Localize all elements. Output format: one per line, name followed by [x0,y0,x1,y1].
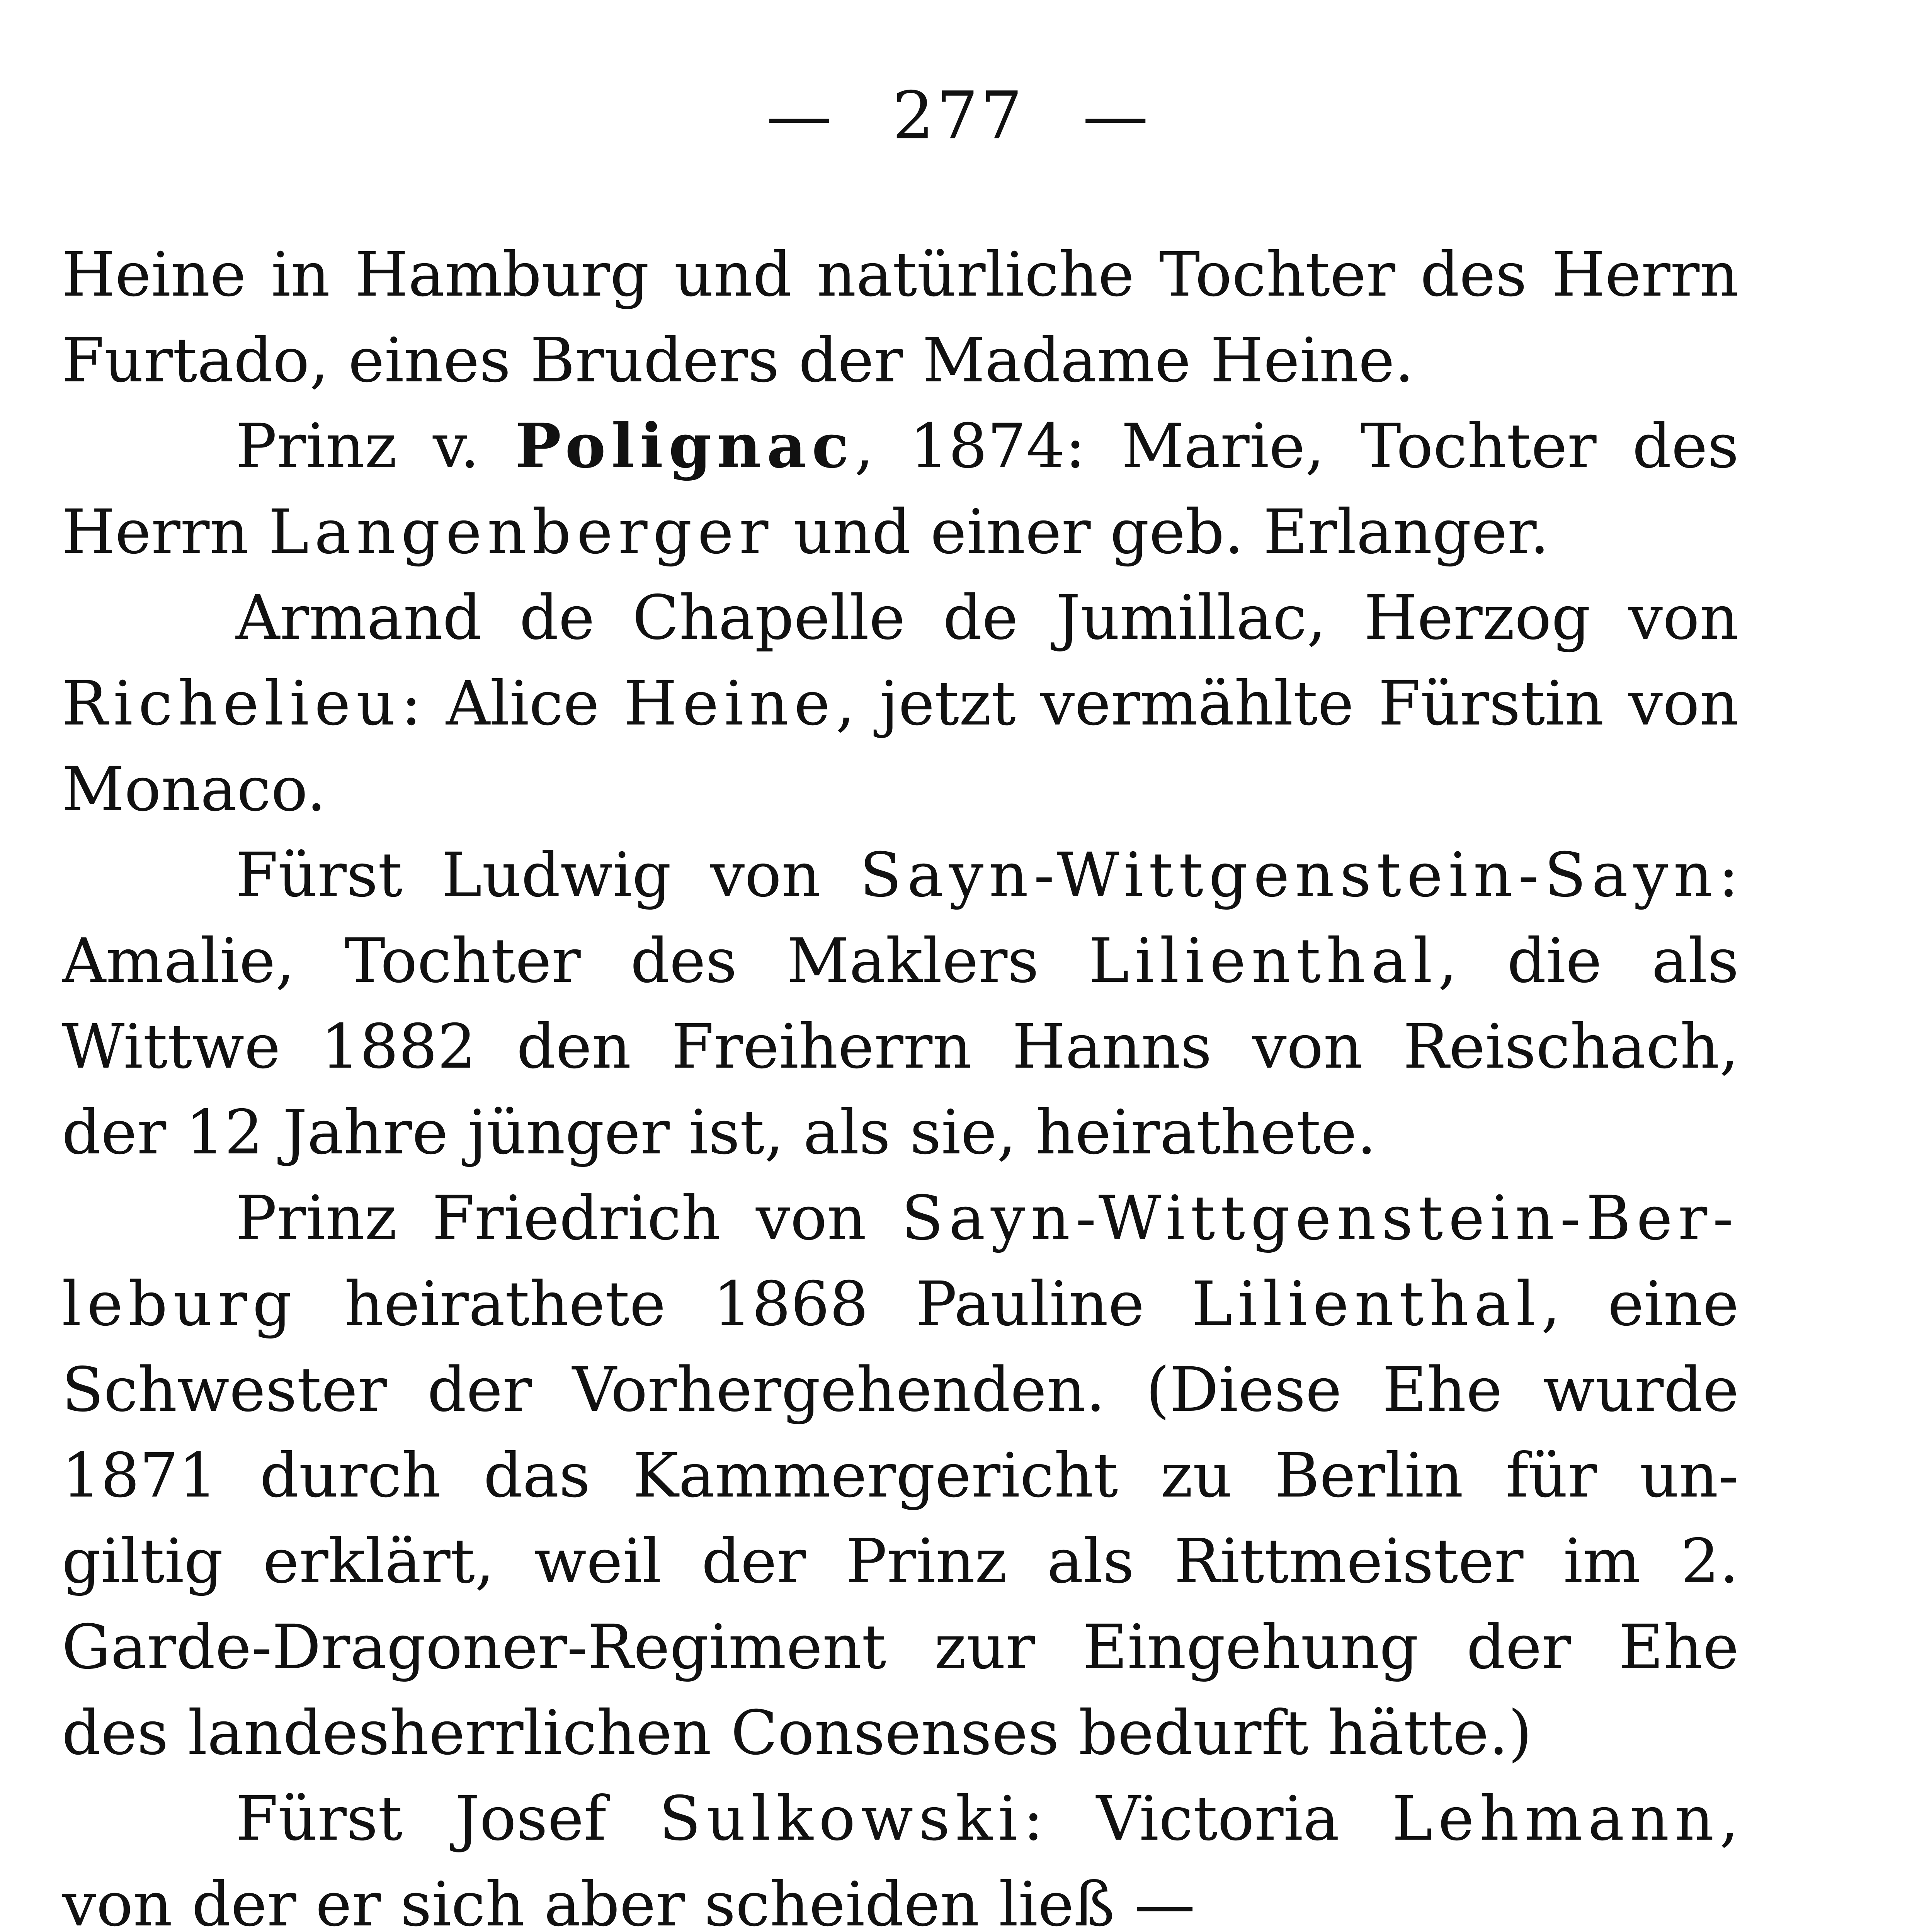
text-span: giltig erklärt, weil der Prinz als Rittmeister im 2. [62,1526,1739,1597]
text-line [62,1347,1739,1433]
text-line [62,318,1739,403]
spaced-name: Sayn-Wittgenstein-Sayn [859,840,1718,911]
text-line [62,1090,1739,1175]
spaced-name: Sayn-Wittgenstein-Ber- [902,1183,1739,1254]
text-line [62,1519,1739,1604]
text-span: Prinz Friedrich von [236,1183,902,1254]
body-text [62,232,1739,1932]
text-span: Schwester der Vorhergehenden. (Diese Ehe wurde [62,1354,1739,1425]
spaced-name: Lehmann [1392,1783,1720,1854]
spaced-name: Heine [624,668,836,739]
text-span: Herrn [62,497,269,568]
spaced-name: Lilienthal [1191,1269,1541,1340]
text-line [62,1690,1739,1776]
text-span: , 1874: Marie, Tochter des [854,411,1739,482]
spaced-name: Langenberger [268,497,774,568]
text-line [62,1261,1739,1347]
spaced-name: Richelieu [62,668,401,739]
text-span: Monaco. [62,754,326,825]
text-span: Armand de Chapelle de Jumillac, Herzog von [236,582,1739,653]
text-span: , [1719,1783,1739,1854]
text-line [62,1433,1739,1519]
header-dash-left: — [766,78,835,154]
text-span: , die als [1438,925,1739,997]
header-dash-right: — [1082,78,1151,154]
text-line [62,1776,1739,1862]
text-span: und einer geb. Erlanger. [774,497,1550,568]
spaced-name: Polignac [515,410,855,482]
text-line [62,1604,1739,1690]
text-span: 1871 durch das Kammergericht zu Berlin für un- [62,1440,1739,1511]
text-span: : Alice [401,668,624,739]
page-header [0,77,1917,155]
text-span: Amalie, Tochter des Maklers [62,925,1089,997]
text-span: : [1718,840,1739,911]
text-span: Garde-Dragoner-Regiment zur Eingehung der Ehe [62,1612,1739,1683]
text-line [62,1175,1739,1261]
text-line [62,832,1739,918]
text-line [62,747,1739,832]
text-span: Fürst Ludwig von [236,840,860,911]
text-span: Wittwe 1882 den Freiherrn Hanns von Reischach, [62,1011,1739,1082]
page-number: 277 [892,78,1025,154]
text-span: Fürst Josef [236,1783,659,1854]
text-line [62,489,1739,575]
text-line [62,1862,1739,1932]
text-line [62,575,1739,661]
text-line [62,403,1739,489]
text-span: heirathete 1868 Pauline [297,1269,1192,1340]
text-span: : Victoria [1023,1783,1392,1854]
text-span: der 12 Jahre jünger ist, als sie, heirathete. [62,1097,1376,1168]
text-span: Furtado, eines Bruders der Madame Heine. [62,325,1414,396]
text-span: , jetzt vermählte Fürstin von [835,668,1739,739]
text-span: des landesherrlichen Consenses bedurft hätte.) [62,1697,1532,1769]
text-span: Heine in Hamburg und natürliche Tochter des Herrn [62,239,1739,310]
spaced-name: Lilienthal [1089,925,1438,997]
text-span: , eine [1541,1269,1739,1340]
text-line [62,1004,1739,1090]
text-line [62,661,1739,747]
text-span: von der er sich aber scheiden ließ — [62,1869,1196,1932]
text-line [62,232,1739,318]
spaced-name: Sulkowski [659,1783,1023,1854]
spaced-name: leburg [62,1269,297,1340]
text-span: Prinz v. [236,411,515,482]
text-line [62,918,1739,1004]
